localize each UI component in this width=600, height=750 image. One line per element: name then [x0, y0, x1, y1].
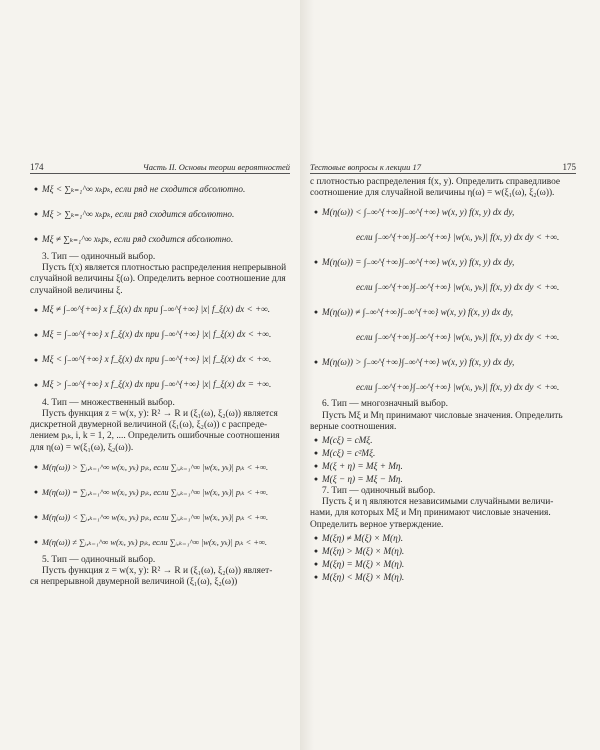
q4-option-1: ● M(η(ω)) > ∑ᵢ,ₖ₌₁^∞ w(xᵢ, yₖ) pᵢₖ, если ∑ᵢ,ₖ₌₁^∞ |w(xᵢ, yₖ)| pᵢₖ < +∞. — [30, 455, 290, 479]
q7-text-3: Определить верное утверждение. — [310, 519, 444, 530]
bullet-icon: ● — [33, 235, 39, 243]
q5-text-2: ся непрерывной двумерной величиной (ξ₁(ω), ξ₂(ω)) — [30, 577, 238, 588]
q4-text-2: дискретной двумерной величиной (ξ₁(ω), ξ₂(ω)) с распреде- — [30, 420, 268, 431]
q7-option-4: ● M(ξη) < M(ξ) × M(η). — [310, 571, 576, 583]
q5-heading: 5. Тип — одиночный выбор. — [42, 554, 156, 565]
bullet-icon: ● — [313, 475, 319, 484]
page-number-right: 175 — [562, 162, 576, 172]
bullet-icon: ● — [313, 308, 319, 317]
q4-heading: 4. Тип — множественный выбор. — [42, 397, 175, 408]
q3-heading: 3. Тип — одиночный выбор. — [42, 252, 156, 262]
q4-option-4: ● M(η(ω)) ≠ ∑ᵢ,ₖ₌₁^∞ w(xᵢ, yₖ) pᵢₖ, если ∑ᵢ,ₖ₌₁^∞ |w(xᵢ, yₖ)| pᵢₖ < +∞. — [30, 530, 290, 554]
q4-text-4: для η(ω) = w(ξ₁(ω), ξ₂(ω)). — [30, 442, 134, 453]
q5-text-1: Пусть функция z = w(x, y): R² → R и (ξ₁(ω), ξ₂(ω)) являет- — [42, 566, 273, 577]
bullet-icon: ● — [313, 572, 319, 581]
q5-option-4: ● M(η(ω)) > ∫₋∞^{+∞}∫₋∞^{+∞} w(x, y) f(x, y) dx dy, — [310, 350, 576, 374]
q5-option-3: ● M(η(ω)) ≠ ∫₋∞^{+∞}∫₋∞^{+∞} w(x, y) f(x, y) dx dy, — [310, 300, 576, 324]
bullet-icon: ● — [313, 258, 319, 267]
bullet-icon: ● — [33, 330, 39, 339]
q7-heading: 7. Тип — одиночный выбор. — [322, 486, 436, 497]
running-title-left: Часть II. Основы теории вероятностей — [142, 162, 290, 172]
bullet-icon: ● — [313, 462, 319, 471]
q5-text-4: соотношение для случайной величины η(ω) = w(ξ₁(ω), ξ₂(ω)). — [310, 188, 555, 199]
bullet-icon: ● — [33, 462, 39, 471]
bullet-icon: ● — [313, 533, 319, 542]
q3-text-1: Пусть f(x) является плотностью распределения непрерывной — [42, 263, 287, 274]
bullet-icon: ● — [33, 512, 39, 521]
q3-text-3: случайной величины ξ. — [30, 285, 123, 296]
q5-option-2: ● M(η(ω)) = ∫₋∞^{+∞}∫₋∞^{+∞} w(x, y) f(x, y) dx dy, — [310, 250, 576, 274]
q5-option-2-condition: если ∫₋∞^{+∞}∫₋∞^{+∞} |w(xᵢ, yₖ)| f(x, y) dx dy < +∞. — [356, 281, 560, 292]
bullet-icon: ● — [313, 546, 319, 555]
q7-option-2: ● M(ξη) > M(ξ) × M(η). — [310, 545, 576, 557]
q3-option-4: ● Mξ > ∫₋∞^{+∞} x f_ξ(x) dx при ∫₋∞^{+∞} |x| f_ξ(x) dx = +∞. — [30, 373, 290, 397]
right-page — [300, 0, 600, 750]
q6-text-2: верные соотношения. — [310, 421, 397, 432]
bullet-icon: ● — [33, 355, 39, 364]
q5-option-3-condition: если ∫₋∞^{+∞}∫₋∞^{+∞} |w(xᵢ, yₖ)| f(x, y) dx dy < +∞. — [356, 331, 560, 342]
bullet-icon: ● — [313, 358, 319, 367]
q2-option-1: ● Mξ < ∑ₖ₌₁^∞ xₖpₖ, если ряд не сходится абсолютно. — [30, 177, 290, 201]
q4-text-1: Пусть функция z = w(x, y): R² → R и (ξ₁(ω), ξ₂(ω)) является — [42, 409, 278, 420]
q6-text-1: Пусть Mξ и Mη принимают числовые значения. Определить — [322, 410, 563, 421]
q2-option-3: ● Mξ ≠ ∑ₖ₌₁^∞ xₖpₖ, если ряд сходится абсолютно. — [30, 227, 290, 251]
q5-option-4-condition: если ∫₋∞^{+∞}∫₋∞^{+∞} |w(xᵢ, yₖ)| f(x, y) dx dy < +∞. — [356, 381, 560, 392]
right-header — [310, 162, 576, 174]
q6-option-1: ● M(cξ) = cMξ. — [310, 434, 576, 446]
q6-option-4: ● M(ξ − η) = Mξ − Mη. — [310, 473, 576, 485]
page-number-left: 174 — [30, 162, 44, 172]
q4-text-3: лением pᵢₖ, i, k = 1, 2, .... Определить ошибочные соотношения — [30, 431, 280, 442]
q7-text-2: нами, для которых Mξ и Mη принимают числовые значения. — [310, 508, 551, 519]
q5-option-1-condition: если ∫₋∞^{+∞}∫₋∞^{+∞} |w(xᵢ, yₖ)| f(x, y) dx dy < +∞. — [356, 231, 560, 242]
q4-option-3: ● M(η(ω)) < ∑ᵢ,ₖ₌₁^∞ w(xᵢ, yₖ) pᵢₖ, если ∑ᵢ,ₖ₌₁^∞ |w(xᵢ, yₖ)| pᵢₖ < +∞. — [30, 505, 290, 529]
bullet-icon: ● — [33, 537, 39, 546]
bullet-icon: ● — [33, 305, 39, 314]
bullet-icon: ● — [33, 487, 39, 496]
bullet-icon: ● — [313, 436, 319, 445]
left-header — [30, 162, 290, 174]
bullet-icon: ● — [313, 559, 319, 568]
q7-option-3: ● M(ξη) = M(ξ) × M(η). — [310, 558, 576, 570]
bullet-icon: ● — [33, 380, 39, 389]
q3-text-2: случайной величины ξ(ω). Определить верное соотношение для — [30, 274, 286, 285]
bullet-icon: ● — [313, 208, 319, 217]
bullet-icon: ● — [33, 185, 39, 193]
q2-option-2: ● Mξ > ∑ₖ₌₁^∞ xₖpₖ, если ряд сходится абсолютно. — [30, 202, 290, 226]
running-title-right: Тестовые вопросы к лекции 17 — [310, 162, 421, 172]
q6-option-3: ● M(ξ + η) = Mξ + Mη. — [310, 460, 576, 472]
q5-text-3: с плотностью распределения f(x, y). Определить справедливое — [310, 177, 561, 187]
q5-option-1: ● M(η(ω)) < ∫₋∞^{+∞}∫₋∞^{+∞} w(x, y) f(x, y) dx dy, — [310, 200, 576, 224]
q3-option-2: ● Mξ = ∫₋∞^{+∞} x f_ξ(x) dx при ∫₋∞^{+∞} |x| f_ξ(x) dx < +∞. — [30, 323, 290, 347]
q6-heading: 6. Тип — многозначный выбор. — [322, 399, 449, 410]
q3-option-3: ● Mξ < ∫₋∞^{+∞} x f_ξ(x) dx при ∫₋∞^{+∞} |x| f_ξ(x) dx < +∞. — [30, 348, 290, 372]
q7-option-1: ● M(ξη) ≠ M(ξ) × M(η). — [310, 532, 576, 544]
bullet-icon: ● — [313, 449, 319, 458]
q3-option-1: ● Mξ ≠ ∫₋∞^{+∞} x f_ξ(x) dx при ∫₋∞^{+∞} |x| f_ξ(x) dx < +∞. — [30, 298, 290, 322]
q4-option-2: ● M(η(ω)) = ∑ᵢ,ₖ₌₁^∞ w(xᵢ, yₖ) pᵢₖ, если ∑ᵢ,ₖ₌₁^∞ |w(xᵢ, yₖ)| pᵢₖ < +∞. — [30, 480, 290, 504]
q6-option-2: ● M(cξ) = c²Mξ. — [310, 447, 576, 459]
bullet-icon: ● — [33, 210, 39, 218]
q7-text-1: Пусть ξ и η являются независимыми случайными величи- — [322, 497, 554, 508]
